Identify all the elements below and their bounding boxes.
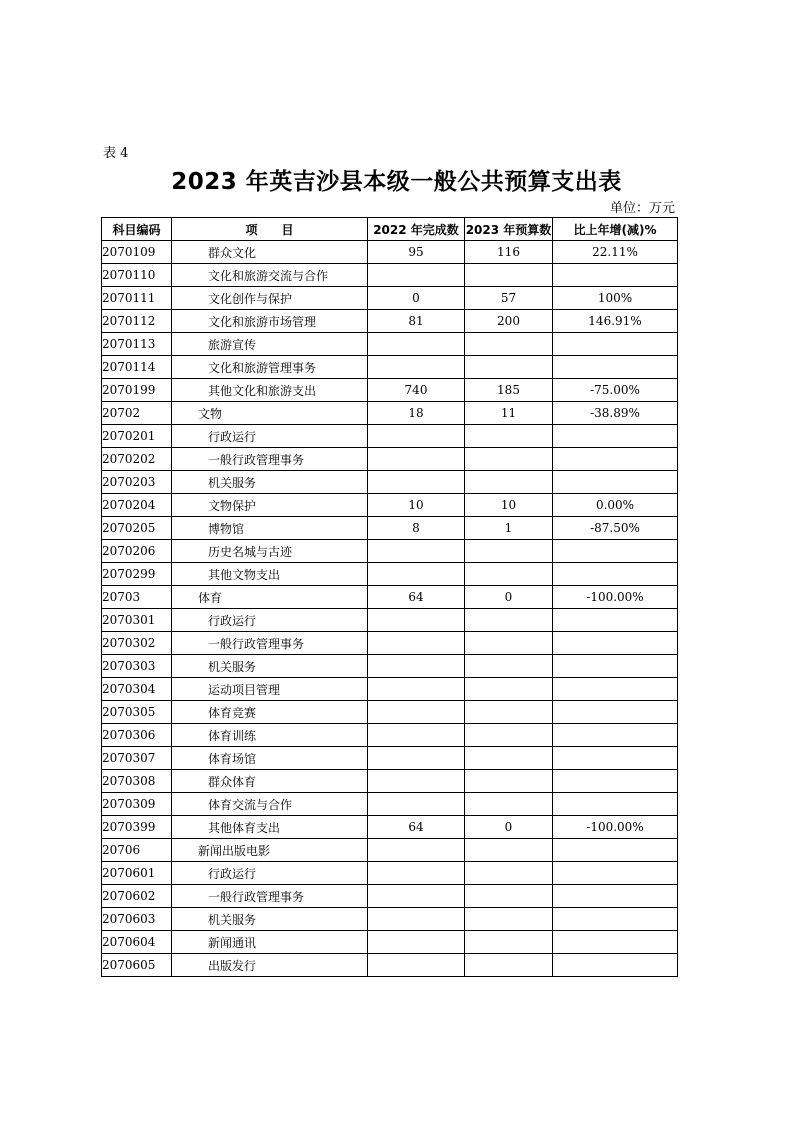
budget-2023-cell — [465, 839, 553, 862]
change-pct-cell: -87.50% — [553, 517, 678, 540]
code-cell: 2070205 — [102, 517, 172, 540]
change-pct-cell — [553, 563, 678, 586]
actual-2022-cell: 64 — [368, 816, 465, 839]
change-pct-cell — [553, 540, 678, 563]
actual-2022-cell — [368, 885, 465, 908]
table-row — [102, 954, 678, 977]
code-cell: 2070206 — [102, 540, 172, 563]
table-body — [102, 241, 678, 977]
header-row — [102, 218, 678, 241]
code-cell: 2070110 — [102, 264, 172, 287]
budget-2023-cell: 10 — [465, 494, 553, 517]
code-cell: 2070114 — [102, 356, 172, 379]
budget-2023-cell — [465, 264, 553, 287]
code-cell: 2070604 — [102, 931, 172, 954]
item-name-cell: 文化和旅游管理事务 — [172, 356, 368, 379]
change-pct-cell — [553, 931, 678, 954]
actual-2022-cell — [368, 931, 465, 954]
budget-2023-cell — [465, 908, 553, 931]
item-name-cell: 机关服务 — [172, 655, 368, 678]
code-cell: 2070309 — [102, 793, 172, 816]
header-2022-actual: 2022 年完成数 — [368, 218, 465, 241]
change-pct-cell — [553, 839, 678, 862]
code-cell: 2070203 — [102, 471, 172, 494]
item-name-cell: 一般行政管理事务 — [172, 448, 368, 471]
item-name-cell: 其他文化和旅游支出 — [172, 379, 368, 402]
actual-2022-cell — [368, 862, 465, 885]
change-pct-cell — [553, 954, 678, 977]
table-row — [102, 678, 678, 701]
actual-2022-cell — [368, 264, 465, 287]
budget-2023-cell — [465, 862, 553, 885]
actual-2022-cell: 10 — [368, 494, 465, 517]
item-name-cell: 旅游宣传 — [172, 333, 368, 356]
table-row — [102, 632, 678, 655]
table-row — [102, 770, 678, 793]
budget-2023-cell — [465, 425, 553, 448]
table-label: 表 4 — [103, 146, 129, 161]
table-row — [102, 402, 678, 425]
table-row — [102, 517, 678, 540]
budget-2023-cell — [465, 655, 553, 678]
table-row — [102, 540, 678, 563]
table-row — [102, 609, 678, 632]
actual-2022-cell — [368, 908, 465, 931]
change-pct-cell: -100.00% — [553, 816, 678, 839]
item-name-cell: 出版发行 — [172, 954, 368, 977]
item-name-cell: 体育训练 — [172, 724, 368, 747]
actual-2022-cell — [368, 425, 465, 448]
actual-2022-cell — [368, 333, 465, 356]
item-name-cell: 文物 — [172, 402, 368, 425]
item-name-cell: 新闻通讯 — [172, 931, 368, 954]
table-row — [102, 379, 678, 402]
item-name-cell: 体育 — [172, 586, 368, 609]
item-name-cell: 运动项目管理 — [172, 678, 368, 701]
table-row — [102, 839, 678, 862]
code-cell: 20706 — [102, 839, 172, 862]
budget-2023-cell: 185 — [465, 379, 553, 402]
actual-2022-cell — [368, 655, 465, 678]
actual-2022-cell — [368, 701, 465, 724]
actual-2022-cell: 0 — [368, 287, 465, 310]
code-cell: 2070399 — [102, 816, 172, 839]
change-pct-cell — [553, 678, 678, 701]
change-pct-cell — [553, 724, 678, 747]
code-cell: 2070605 — [102, 954, 172, 977]
table-row — [102, 448, 678, 471]
item-name-cell: 行政运行 — [172, 862, 368, 885]
change-pct-cell: 146.91% — [553, 310, 678, 333]
budget-2023-cell: 0 — [465, 586, 553, 609]
actual-2022-cell — [368, 839, 465, 862]
budget-2023-cell — [465, 448, 553, 471]
table-row — [102, 885, 678, 908]
change-pct-cell — [553, 793, 678, 816]
page-title: 2023 年英吉沙县本级一般公共预算支出表 — [171, 169, 622, 195]
code-cell: 2070601 — [102, 862, 172, 885]
code-cell: 2070111 — [102, 287, 172, 310]
code-cell: 2070602 — [102, 885, 172, 908]
code-cell: 2070109 — [102, 241, 172, 264]
item-name-cell: 文物保护 — [172, 494, 368, 517]
item-name-cell: 其他文物支出 — [172, 563, 368, 586]
change-pct-cell — [553, 425, 678, 448]
table-row — [102, 816, 678, 839]
code-cell: 2070306 — [102, 724, 172, 747]
change-pct-cell — [553, 862, 678, 885]
budget-2023-cell: 116 — [465, 241, 553, 264]
actual-2022-cell: 740 — [368, 379, 465, 402]
budget-2023-cell — [465, 333, 553, 356]
change-pct-cell — [553, 885, 678, 908]
budget-2023-cell — [465, 540, 553, 563]
change-pct-cell — [553, 632, 678, 655]
code-cell: 2070299 — [102, 563, 172, 586]
budget-2023-cell — [465, 471, 553, 494]
table-header — [102, 218, 678, 241]
header-item: 项 目 — [172, 218, 368, 241]
change-pct-cell: -38.89% — [553, 402, 678, 425]
change-pct-cell — [553, 471, 678, 494]
code-cell: 2070307 — [102, 747, 172, 770]
change-pct-cell: 100% — [553, 287, 678, 310]
change-pct-cell — [553, 609, 678, 632]
budget-2023-cell — [465, 793, 553, 816]
code-cell: 2070302 — [102, 632, 172, 655]
code-cell: 2070301 — [102, 609, 172, 632]
item-name-cell: 体育场馆 — [172, 747, 368, 770]
actual-2022-cell — [368, 563, 465, 586]
item-name-cell: 群众文化 — [172, 241, 368, 264]
table-row — [102, 701, 678, 724]
code-cell: 2070201 — [102, 425, 172, 448]
budget-2023-cell: 200 — [465, 310, 553, 333]
table-row — [102, 563, 678, 586]
table-row — [102, 586, 678, 609]
item-name-cell: 体育交流与合作 — [172, 793, 368, 816]
budget-2023-cell — [465, 770, 553, 793]
actual-2022-cell — [368, 954, 465, 977]
actual-2022-cell — [368, 793, 465, 816]
table-row — [102, 862, 678, 885]
actual-2022-cell: 64 — [368, 586, 465, 609]
budget-2023-cell — [465, 632, 553, 655]
budget-2023-cell — [465, 701, 553, 724]
item-name-cell: 机关服务 — [172, 908, 368, 931]
actual-2022-cell — [368, 770, 465, 793]
item-name-cell: 行政运行 — [172, 425, 368, 448]
table-row — [102, 241, 678, 264]
budget-2023-cell — [465, 678, 553, 701]
table-row — [102, 908, 678, 931]
item-name-cell: 一般行政管理事务 — [172, 632, 368, 655]
item-name-cell: 群众体育 — [172, 770, 368, 793]
code-cell: 2070305 — [102, 701, 172, 724]
header-code: 科目编码 — [102, 218, 172, 241]
change-pct-cell — [553, 448, 678, 471]
item-name-cell: 博物馆 — [172, 517, 368, 540]
actual-2022-cell: 8 — [368, 517, 465, 540]
item-name-cell: 文化和旅游市场管理 — [172, 310, 368, 333]
item-name-cell: 体育竞赛 — [172, 701, 368, 724]
change-pct-cell: -75.00% — [553, 379, 678, 402]
change-pct-cell — [553, 356, 678, 379]
code-cell: 20702 — [102, 402, 172, 425]
actual-2022-cell — [368, 471, 465, 494]
budget-2023-cell — [465, 931, 553, 954]
budget-2023-cell — [465, 954, 553, 977]
change-pct-cell — [553, 908, 678, 931]
item-name-cell: 新闻出版电影 — [172, 839, 368, 862]
item-name-cell: 历史名城与古迹 — [172, 540, 368, 563]
item-name-cell: 其他体育支出 — [172, 816, 368, 839]
table-row — [102, 655, 678, 678]
table-row — [102, 287, 678, 310]
actual-2022-cell — [368, 609, 465, 632]
table-row — [102, 264, 678, 287]
table-row — [102, 494, 678, 517]
table-row — [102, 724, 678, 747]
code-cell: 2070202 — [102, 448, 172, 471]
table-row — [102, 356, 678, 379]
actual-2022-cell — [368, 632, 465, 655]
item-name-cell: 一般行政管理事务 — [172, 885, 368, 908]
code-cell: 2070112 — [102, 310, 172, 333]
table-row — [102, 471, 678, 494]
code-cell: 2070308 — [102, 770, 172, 793]
change-pct-cell — [553, 333, 678, 356]
actual-2022-cell: 18 — [368, 402, 465, 425]
budget-2023-cell: 1 — [465, 517, 553, 540]
budget-2023-cell — [465, 724, 553, 747]
change-pct-cell — [553, 701, 678, 724]
change-pct-cell — [553, 747, 678, 770]
header-change-pct: 比上年增(减)% — [553, 218, 678, 241]
table-row — [102, 747, 678, 770]
change-pct-cell: -100.00% — [553, 586, 678, 609]
actual-2022-cell: 95 — [368, 241, 465, 264]
item-name-cell: 文化和旅游交流与合作 — [172, 264, 368, 287]
code-cell: 2070113 — [102, 333, 172, 356]
actual-2022-cell: 81 — [368, 310, 465, 333]
code-cell: 2070204 — [102, 494, 172, 517]
change-pct-cell — [553, 770, 678, 793]
budget-2023-cell: 57 — [465, 287, 553, 310]
budget-2023-cell — [465, 356, 553, 379]
actual-2022-cell — [368, 448, 465, 471]
code-cell: 2070303 — [102, 655, 172, 678]
code-cell: 2070199 — [102, 379, 172, 402]
actual-2022-cell — [368, 540, 465, 563]
actual-2022-cell — [368, 356, 465, 379]
change-pct-cell — [553, 264, 678, 287]
budget-2023-cell — [465, 609, 553, 632]
code-cell: 2070603 — [102, 908, 172, 931]
budget-2023-cell: 0 — [465, 816, 553, 839]
header-2023-budget: 2023 年预算数 — [465, 218, 553, 241]
actual-2022-cell — [368, 678, 465, 701]
item-name-cell: 机关服务 — [172, 471, 368, 494]
code-cell: 20703 — [102, 586, 172, 609]
actual-2022-cell — [368, 747, 465, 770]
code-cell: 2070304 — [102, 678, 172, 701]
budget-table — [101, 217, 678, 977]
budget-2023-cell — [465, 747, 553, 770]
change-pct-cell — [553, 655, 678, 678]
item-name-cell: 行政运行 — [172, 609, 368, 632]
table-row — [102, 333, 678, 356]
table-row — [102, 425, 678, 448]
budget-2023-cell: 11 — [465, 402, 553, 425]
budget-2023-cell — [465, 885, 553, 908]
table-row — [102, 310, 678, 333]
unit-label: 单位：万元 — [609, 201, 675, 216]
item-name-cell: 文化创作与保护 — [172, 287, 368, 310]
table-row — [102, 931, 678, 954]
change-pct-cell: 0.00% — [553, 494, 678, 517]
change-pct-cell: 22.11% — [553, 241, 678, 264]
actual-2022-cell — [368, 724, 465, 747]
table-row — [102, 793, 678, 816]
budget-2023-cell — [465, 563, 553, 586]
